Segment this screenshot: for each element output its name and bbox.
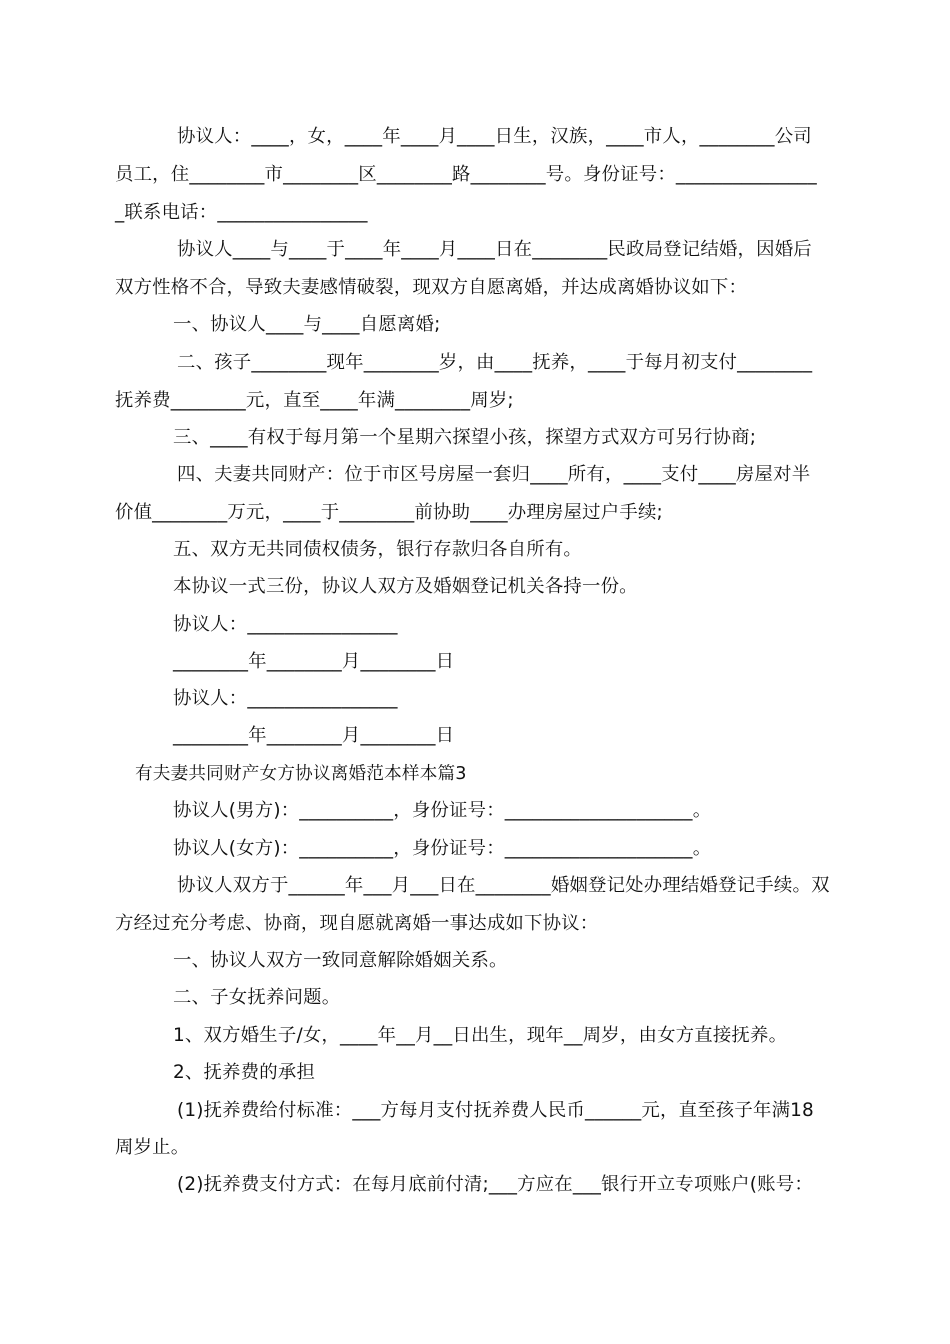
- item-2-2-1-line1: (1)抚养费给付标准：___方每月支付抚养费人民币______元，直至孩子年满18: [177, 1100, 814, 1121]
- para2-line1: 协议人____与____于____年____月____日在________民政局登记结婚，因婚后: [177, 239, 812, 260]
- item-2-2: 2、抚养费的承担: [173, 1062, 316, 1083]
- clause-2-line1: 二、孩子________现年________岁，由____抚养，____于每月初支付________: [177, 352, 813, 373]
- para1-line3: _联系电话：________________: [115, 202, 368, 223]
- party-male: 协议人(男方)：__________，身份证号：____________________。: [173, 800, 712, 821]
- clause-4-line1: 四、夫妻共同财产：位于市区号房屋一套归____所有，____支付____房屋对半: [177, 464, 811, 485]
- copies-note: 本协议一式三份，协议人双方及婚姻登记机关各持一份。: [173, 576, 638, 597]
- para1-line1: 协议人：____，女，____年____月____日生，汉族，____市人，________公司: [177, 126, 812, 147]
- date-1: ________年________月________日: [173, 651, 455, 672]
- item-2-1: 1、双方婚生子/女，____年__月__日出生，现年__周岁，由女方直接抚养。: [173, 1025, 788, 1046]
- item-1: 一、协议人双方一致同意解除婚姻关系。: [173, 950, 508, 971]
- clause-1: 一、协议人____与____自愿离婚;: [173, 314, 441, 335]
- signature-1: 协议人：________________: [173, 614, 398, 635]
- item-2: 二、子女抚养问题。: [173, 987, 341, 1008]
- para2-line2: 双方性格不合，导致夫妻感情破裂，现双方自愿离婚，并达成离婚协议如下：: [115, 277, 748, 298]
- intro-line1: 协议人双方于______年___月___日在________婚姻登记处办理结婚登记手续。双: [177, 875, 830, 896]
- clause-2-line2: 抚养费________元，直至____年满________周岁;: [115, 390, 514, 411]
- section-title: 有夫妻共同财产女方协议离婚范本样本篇3: [135, 764, 467, 784]
- item-2-2-2: (2)抚养费支付方式：在每月底前付清;___方应在___银行开立专项账户(账号：: [177, 1174, 813, 1195]
- para1-line2: 员工，住________市________区________路________号。身份证号：_______________: [115, 164, 817, 185]
- clause-5: 五、双方无共同债权债务，银行存款归各自所有。: [173, 539, 582, 560]
- signature-2: 协议人：________________: [173, 688, 398, 709]
- item-2-2-1-line2: 周岁止。: [115, 1137, 190, 1158]
- clause-3: 三、____有权于每月第一个星期六探望小孩，探望方式双方可另行协商;: [173, 427, 757, 448]
- date-2: ________年________月________日: [173, 725, 455, 746]
- clause-4-line2: 价值________万元，____于________前协助____办理房屋过户手续;: [115, 502, 663, 523]
- party-female: 协议人(女方)：__________，身份证号：____________________。: [173, 838, 712, 859]
- intro-line2: 方经过充分考虑、协商，现自愿就离婚一事达成如下协议：: [115, 913, 599, 934]
